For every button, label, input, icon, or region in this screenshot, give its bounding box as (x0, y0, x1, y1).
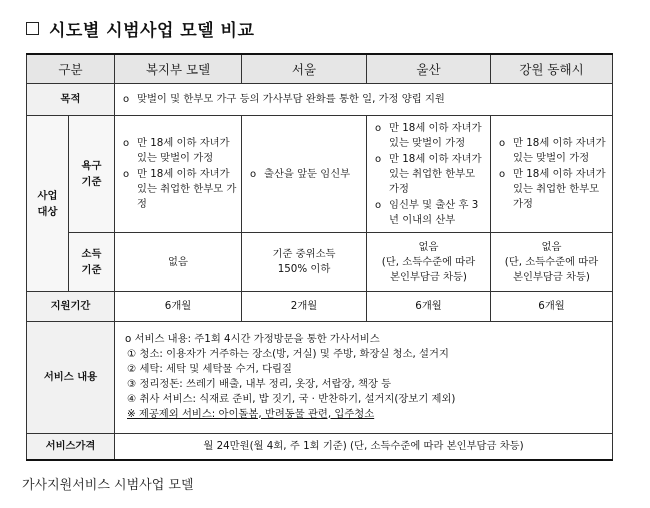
income-col1: 없음 (115, 233, 242, 292)
income-col4 (491, 233, 613, 292)
income-col3 (367, 233, 491, 292)
needs-col3-item: o 임신부 및 출산 후 3년 이내의 산부 (375, 198, 486, 228)
service-item: ① 청소: 이용자가 거주하는 장소(방, 거실) 및 주방, 화장실 청소, 설거지 (127, 347, 449, 360)
target-label-text: 사업 대상 (37, 189, 58, 218)
needs-col4-item: o 만 18세 이하 자녀가 있는 취업한 한부모 가정 (499, 167, 608, 212)
service-row (27, 322, 613, 434)
header-row (27, 54, 613, 84)
period-col3: 6개월 (367, 292, 491, 322)
header-ulsan: 울산 (367, 54, 491, 84)
page-title-text: 시도별 시범사업 모델 비교 (49, 20, 255, 41)
service-intro: o 서비스 내용: 주1회 4시간 가정방문을 통한 가사서비스 (125, 332, 380, 345)
income-label-text: 소득 기준 (81, 248, 102, 276)
income-col3-line: (단, 소득수준에 따라 (381, 255, 476, 268)
needs-col1-item: o 만 18세 이하 자녀가 있는 맞벌이 가정 (123, 136, 237, 166)
income-col4-line: 본인부담금 차등) (513, 270, 590, 283)
purpose-label: 목적 (27, 84, 115, 116)
needs-col3-item: o 만 18세 이하 자녀가 있는 맞벌이 가정 (375, 121, 486, 151)
needs-col3 (367, 116, 491, 233)
needs-col4-item: o 만 18세 이하 자녀가 있는 맞벌이 가정 (499, 136, 608, 166)
income-col2-line: 기준 중위소득 (272, 248, 336, 260)
header-donghae: 강원 동해시 (491, 54, 613, 84)
service-item: ③ 정리정돈: 쓰레기 배출, 내부 정리, 옷장, 서랍장, 책장 등 (127, 377, 392, 390)
service-item: ② 세탁: 세탁 및 세탁물 수거, 다림질 (127, 362, 292, 375)
income-col4-line: 없음 (541, 240, 562, 253)
header-seoul: 서울 (242, 54, 367, 84)
service-label: 서비스 내용 (27, 322, 115, 434)
purpose-cell (115, 84, 613, 116)
needs-label-text: 욕구 기준 (81, 160, 102, 188)
income-col4-line: (단, 소득수준에 따라 (504, 255, 599, 268)
income-label (69, 233, 115, 292)
needs-col1-item: o 만 18세 이하 자녀가 있는 취업한 한부모 가정 (123, 167, 237, 212)
comparison-table (26, 53, 613, 461)
purpose-text: o 맞벌이 및 한부모 가구 등의 가사부담 완화를 통한 일, 가정 양립 지원 (123, 92, 608, 107)
image-caption: 가사지원서비스 시범사업 모델 (22, 478, 194, 493)
period-row (27, 292, 613, 322)
income-col2 (242, 233, 367, 292)
page-title (26, 14, 254, 42)
header-ministry-model: 복지부 모델 (115, 54, 242, 84)
period-label: 지원기간 (27, 292, 115, 322)
needs-col2-item: o 출산을 앞둔 임신부 (250, 167, 362, 182)
needs-col1 (115, 116, 242, 233)
income-col2-line: 150% 이하 (277, 263, 331, 275)
service-cell (115, 322, 613, 434)
service-item: ④ 취사 서비스: 식재료 준비, 밥 짓기, 국 · 반찬하기, 설거지(장보기 제외) (127, 392, 456, 405)
needs-col4 (491, 116, 613, 233)
checkbox-square-icon (26, 22, 39, 35)
header-category: 구분 (27, 54, 115, 84)
income-col3-line: 없음 (418, 240, 439, 253)
period-col1: 6개월 (115, 292, 242, 322)
needs-row (27, 116, 613, 233)
purpose-row (27, 84, 613, 116)
needs-col2 (242, 116, 367, 233)
period-col4: 6개월 (491, 292, 613, 322)
service-note: ※ 제공제외 서비스: 아이돌봄, 반려동물 관련, 입주청소 (127, 407, 375, 420)
needs-label (69, 116, 115, 233)
income-col3-line: 본인부담금 차등) (390, 270, 467, 283)
price-text: 월 24만원(월 4회, 주 1회 기준) (단, 소득수준에 따라 본인부담금 차등) (115, 434, 613, 460)
target-label (27, 116, 69, 292)
price-row (27, 434, 613, 460)
income-row (27, 233, 613, 292)
price-label: 서비스가격 (27, 434, 115, 460)
needs-col3-item: o 만 18세 이하 자녀가 있는 취업한 한부모 가정 (375, 152, 486, 197)
period-col2: 2개월 (242, 292, 367, 322)
